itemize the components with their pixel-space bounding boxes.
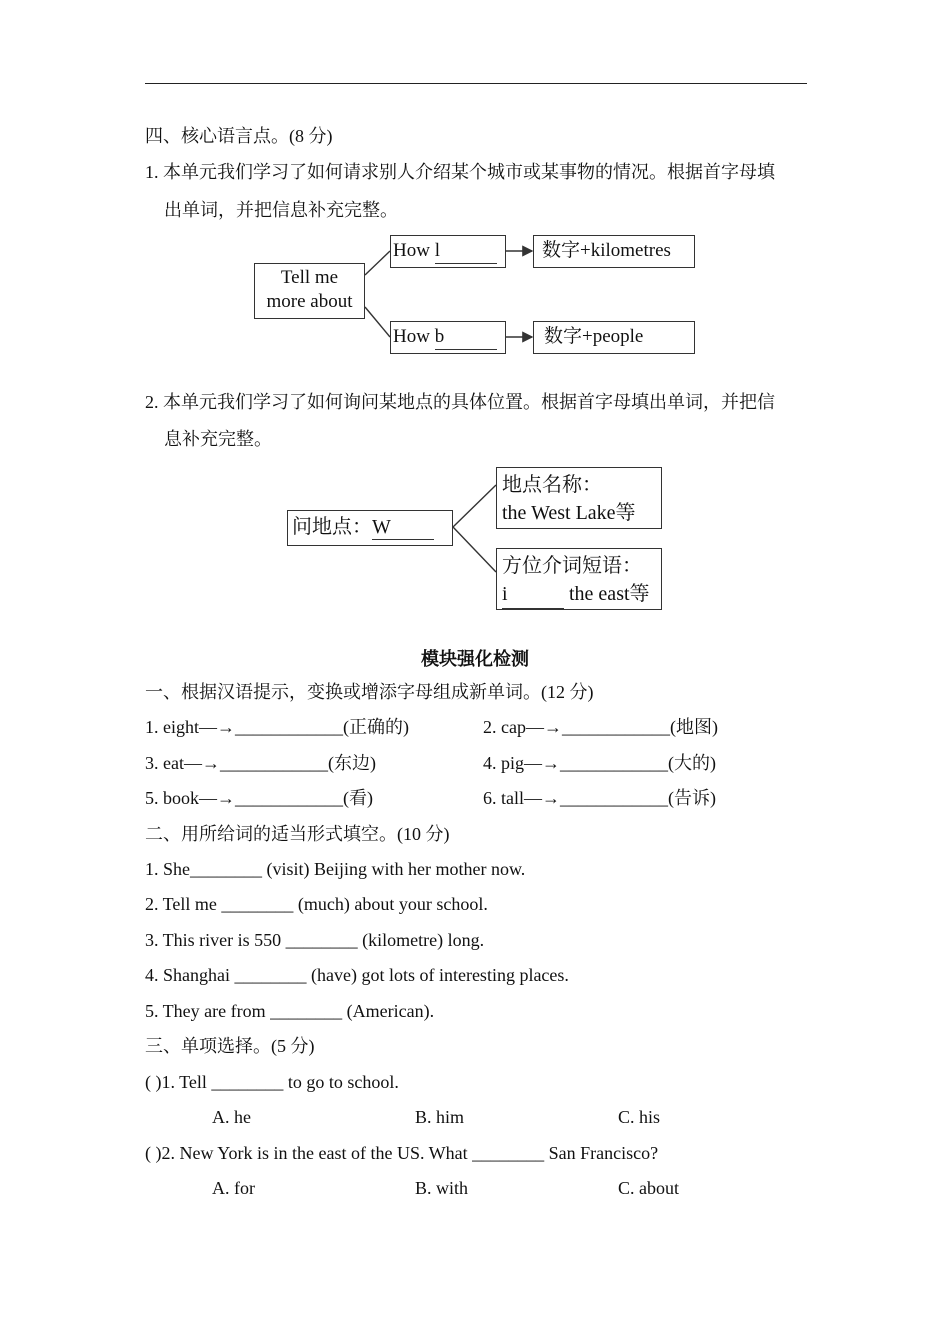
diagram2-root-prefix: 问地点： xyxy=(292,516,372,538)
part3-heading: 三、单项选择。(5 分) xyxy=(145,1036,315,1056)
diagram1-branch1-box xyxy=(390,235,506,268)
part3-option: B. him xyxy=(415,1107,465,1127)
part2-item: 3. This river is 550 ________ (kilometre) long. xyxy=(145,930,485,950)
part3-option: A. he xyxy=(212,1107,251,1127)
part2-heading: 二、用所给词的适当形式填空。(10 分) xyxy=(145,824,450,844)
diagram2-branch2-line2 xyxy=(502,580,661,609)
part3-option: C. his xyxy=(618,1107,661,1127)
section4-q2-line1: 2. 本单元我们学习了如何询问某地点的具体位置。根据首字母填出单词，并把信 xyxy=(145,392,775,412)
diagram2-branch2-line1: 方位介词短语： xyxy=(502,555,642,577)
diagram1-result1-box xyxy=(533,235,695,268)
diagram1-root-line2: more about xyxy=(266,291,353,312)
diagram1-branch2-prefix: How xyxy=(393,326,435,347)
part3-question-stem: ( )1. Tell ________ to go to school. xyxy=(145,1072,399,1092)
section4-q1-line2: 出单词，并把信息补充完整。 xyxy=(164,200,398,220)
diagram2-root-blank xyxy=(372,515,434,540)
diagram2-link-top xyxy=(453,485,496,527)
part1-item: 4. pig—→____________(大的) xyxy=(483,753,716,773)
diagram1-root-box xyxy=(254,263,365,319)
section4-q2-line2: 息补充完整。 xyxy=(164,429,272,449)
diagram2-branch1-line2: the West Lake等 xyxy=(502,502,636,524)
diagram1-root-line1: Tell me xyxy=(280,267,339,288)
diagram2-branch2-box xyxy=(496,548,662,610)
part3-option: B. with xyxy=(415,1178,469,1198)
part3-question-stem: ( )2. New York is in the east of the US. What ________ San Francisco? xyxy=(145,1143,659,1163)
part1-item: 6. tall—→____________(告诉) xyxy=(483,788,716,808)
diagram2-branch2-suffix: the east等 xyxy=(564,583,650,605)
part1-item: 5. book—→____________(看) xyxy=(145,788,373,808)
diagram1-link-top xyxy=(365,251,390,275)
part2-item: 4. Shanghai ________ (have) got lots of interesting places. xyxy=(145,965,569,985)
diagram2-root-box xyxy=(287,510,453,546)
diagram1-branch1-letter: l xyxy=(434,240,440,261)
part3-option: C. about xyxy=(618,1178,679,1198)
diagram2-branch2-blank xyxy=(502,580,564,609)
module-title: 模块强化检测 xyxy=(421,649,529,669)
part1-heading: 一、根据汉语提示，变换或增添字母组成新单词。(12 分) xyxy=(145,682,594,702)
part1-item: 1. eight—→____________(正确的) xyxy=(145,717,409,737)
diagram2-branch1-box xyxy=(496,467,662,529)
diagram1-branch2-letter: b xyxy=(434,326,445,347)
diagram1-result1-text: 数字+kilometres xyxy=(542,240,671,261)
part2-item: 5. They are from ________ (American). xyxy=(145,1001,435,1021)
section4-q1-line1: 1. 本单元我们学习了如何请求别人介绍某个城市或某事物的情况。根据首字母填 xyxy=(145,162,775,182)
diagram1-branch2-box xyxy=(390,321,506,354)
part2-item: 1. She________ (visit) Beijing with her mother now. xyxy=(145,859,526,879)
diagram2-link-bottom xyxy=(453,527,496,572)
part1-item: 3. eat—→____________(东边) xyxy=(145,753,376,773)
part2-item: 2. Tell me ________ (much) about your school. xyxy=(145,894,488,914)
part1-item: 2. cap—→____________(地图) xyxy=(483,717,718,737)
diagram1-result2-box xyxy=(533,321,695,354)
diagram1-branch2-blank xyxy=(435,325,497,350)
diagram1-result2-text: 数字+people xyxy=(544,326,644,347)
diagram2-branch2-letter: i xyxy=(502,583,508,605)
diagram1-branch1-prefix: How xyxy=(393,240,435,261)
part3-option: A. for xyxy=(212,1178,255,1198)
diagram2-branch1-line1: 地点名称： xyxy=(502,474,602,496)
diagram2-root-letter: W xyxy=(372,516,391,538)
section4-heading: 四、核心语言点。(8 分) xyxy=(145,126,333,146)
diagram1-link-bottom xyxy=(365,307,390,337)
diagram1-branch1-blank xyxy=(435,239,497,264)
